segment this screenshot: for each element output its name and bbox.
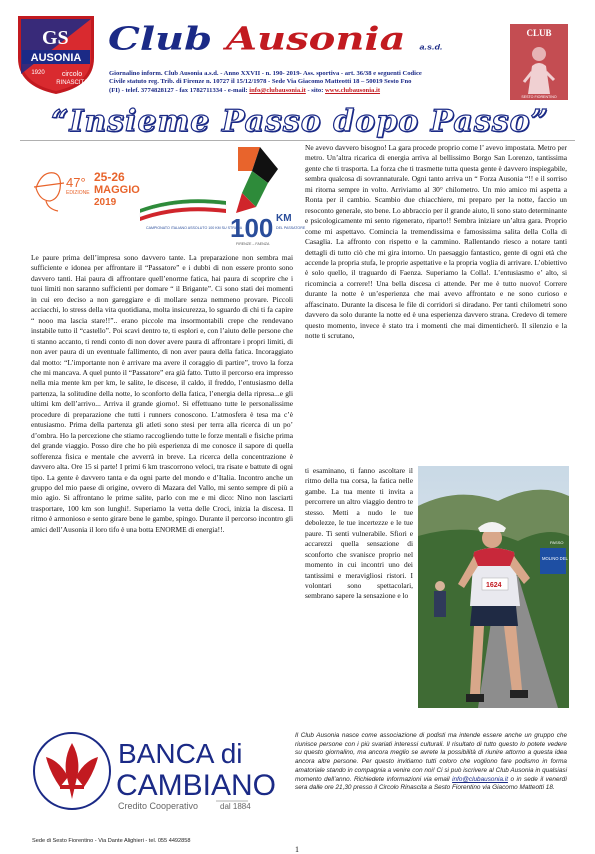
article-column-narrow: ti esaminano, ti fanno ascoltare il ritmo della tua corsa, la fatica nelle gambe. La tua mente ti invita a percorrere un altro viaggio dentro te stesso. Metti a nudo le tue debolezze, le tue incertezze e le tue paure. Ti senti vulnerabile. Sfiori e accarezzi quella sensazione di sconforto che svanisce proprio nel momento in cui incontri uno dei tantissimi e meravigliosi ristori. I volontari sono spettacolari, sembrano sapere la sensazione e lo [305,466,413,601]
photo-logo-subtitle: SESTO FIORENTINO [521,95,557,99]
masthead-line-3 [109,87,504,95]
club-photo-logo [510,24,568,100]
website-link[interactable]: www.clubausonia.it [325,86,381,94]
bank-name-bottom: CAMBIANO [116,769,277,802]
bank-name-top: BANCA di [118,738,243,769]
article-column-left: Le paure prima dell’impresa sono davvero tante. La preparazione non sembra mai sufficiente e idonea per affrontare il “Passatore” e i dubbi di non essere pronto sono davvero tanti. Hai paura di affrontare quell’enorme fatica, hai paura di scoprire che i tuoi limiti non saranno sufficienti per domare “ il Brigante”. Ci sono stati dei momenti in cui ero deciso a non gareggiare e di mollare senza nemmeno provare. Piccoli acciacchi, lo stress della vita quotidiana, molta insicurezza, lo sguardo di chi ti fa capire “ nooo ma lascia stare!!”.. erano piccole ma insormontabili crepe che rendevano instabile tutto il “castello”. Poi scavi dentro te, ti esplori e, con l’aiuto delle persone che ti stanno accanto, ti rendi conto di non dover avere paura di affrontare i propri limiti, di non aver paura di un eventuale fallimento, di non aver paura della fatica. Incoraggiato dal motto: “L’importante non è arrivare ma avere il coraggio di partire”, trovo la forza che mi mancava. A quel punto il “Passatore” era già fatto. Tutto il percorso era impresso nella mia mente km per km, le salite, le discese, il caldo, il freddo, l’entusiasmo della partenza, la solitudine della notte, lo sconforto della fatica, l’energia della ripresa...e gli ultimi km dell’arrivo... Arriva il grande giorno!. Si effettuano tutte le personalissime procedure di preparazione che tutti i runners conoscono. L’atmosfera è tesa ma c’è entusiasmo. Prima della partenza gli atleti sono stesi per terra alla ricerca di un po’ d’ombra. Ho la percezione che stiamo raccogliendo tutte le forze mentali e fisiche prima del grande viaggio. Posso dire che ho più esperienza di me conosce il sapore di quella sofferenza fisica e mentale che avverrà in breve. La ricerca della concentrazione è davvero alta. Ore 15 si parte! I primi 6 km trascorrono veloci, tra risate e battute di ogni tipo. La gente è davvero tanta e da ogni parte del mondo e d’Italia. Incontro anche un gruppo del mio paese di origine, ovvero di Mazara del Vallo, mi sento sempre di più a mio agio. Si affrontano le prime salite, parlo con me e mi dico: Nino non lasciarti trasportare, 100 km son lunghi!. Superiamo la vetta delle Croci, inizia la discesa. Il ritmo è armonioso e sento girare bene le gambe, spingo. Durante il percorso incontro gli amici dell’Ausonia il loro tifo è una botta ENORME di energia!!. [31,253,293,534]
site-label: - sito: [305,86,326,94]
logo-year-text: 1920 [31,70,45,76]
event-dates: 25-26 [94,170,125,184]
edition-word: EDIZIONE [66,190,90,196]
distance-unit: KM [276,213,292,224]
club-name-first: Club [108,20,227,58]
title-divider [20,140,575,141]
florence-lily-icon [34,733,110,809]
page-number: 1 [295,845,299,854]
masthead-line-2: Civile statuto reg. Trib. di Firenze n. 10727 il 15/12/1978 - Sede Via Giacomo Matteotti 18 – 50019 Sesto Fno [109,78,412,86]
edition-number: 47° [66,175,86,190]
logo-circolo-name: RINASCITA [56,80,88,86]
masthead-line-1: Giornalino inform. Club Ausonia a.s.d. - Anno XXVII - n. 190- 2019- Ass. sportiva - art. 36/38 e seguenti Codice [109,70,422,77]
banca-cambiano-logo [30,727,277,817]
photo-logo-title: CLUB [526,28,552,38]
pass-sign-text: PASSO [550,540,564,545]
gs-ausonia-logo [14,14,98,96]
route-name: DEL PASSATORE [276,226,306,230]
logo-circolo-label: circolo [61,71,83,78]
logo-gs-text: GS [42,27,69,49]
page-title: “Insieme Passo dopo Passo” [51,104,549,139]
road-sign-text: MOLINO DEL PIANO [542,556,582,561]
masthead-info [109,70,504,95]
contact-prefix: (FI) - telef. 3774828127 - fax 1782711334 - e-mail: [109,86,250,94]
runner-photo [418,466,582,708]
club-name [108,20,478,58]
event-banner [28,143,306,248]
distance-number: 100 [230,213,274,243]
email-link[interactable]: info@clubausonia.it [249,86,306,94]
bank-address: Sede di Sesto Fiorentino - Via Dante Alighieri - tel. 055 4492858 [32,838,191,844]
article-column-right: Ne avevo davvero bisogno! La gara procede proprio come l’ avevo impostata. Metro per metro. Un’altra ricarica di energia arriva al bellissimo Borgo San Lorenzo, tantissima gente che ti trasporta. La forza che ti trasmette tutta questa gente è davvero inspiegabile, sembra qualcosa di sovrannaturale. Ogni tanto arriva un “ Forza Ausonia “!! e il sorriso mi ritorna sempre in volto. Arriviamo al 30° chilometro. Un mio amico mi aspetta a Ronta per il cambio. Scambio due chiacchiere, mi preparo per la notte, faccio un resoconto generale, sto bene. Lo abbraccio per il grande aiuto, lì sono stato determinante e psicologicamente mi sento rigenerato, riparto!! Sembra iniziare un’altra gara. Proprio come mi aspettavo. Comincia la tremendissima e famosissima salita della Colla di Casaglia. La affronto con rispetto e la cammino. Rallentando riesco a notare tanti dettagli di tutto ciò che mi gira intorno. Un paesaggio fantastico, gente di ogni età che accende la propria stufa, le proprie aspettative e la propria voglia di arrivare. L’obiettivo è solo quello, il traguardo di Faenza. Superiamo la Colla!. L’entusiasmo e’ alto, si ricomincia a correre!! Una bella discesa ci attende. Per me è tutto nuovo! Correre durante la notte è un’esperienza che mai avevo affrontato e ne sono curioso e affascinato. Durante la discesa le file di corridori si diradano. Per tanti chilometri sono davvero da solo durante la notte ed è una esperienza davvero strana. Credevo di temere questo momento, invece è stato tra i momenti che mai dimenticherò. Il silenzio e la notte ti scrutano, [305,143,567,341]
logo-ausonia-text: AUSONIA [30,52,82,64]
road-sign [540,548,566,574]
club-info-text: Il Club Ausonia nasce come associazione di podisti ma intende essere anche un gruppo che riunisce persone con i più svariati interessi culturali. Il risultato di tutto questo lo potete vedere su questo giornalino, ma ancora meglio se avrete la possibilità di riunire attorno a questa idea ancora altre persone. Per questo invitiamo tutti coloro che vogliono fare podismo in forma amatoriale stando in compagnia a venire con noi! Ci si può iscrivere al Club Ausonia in qualsiasi momento dell’anno. Richiedete informazioni via email [295,732,567,783]
club-info-email-link[interactable]: info@clubausonia.it [452,775,508,783]
club-suffix: a.s.d. [419,43,443,52]
race-bib-number: 1624 [486,582,502,589]
championship-caption: CAMPIONATO ITALIANO ASSOLUTO 100 KM SU STRADA [146,226,243,230]
route-cities: FIRENZE – FAENZA [236,242,270,246]
event-month: MAGGIO [94,184,140,196]
club-name-second: Ausonia [226,20,406,58]
club-info-text-end: o in sede il venerdì sera dalle ore 21,30 presso il Circolo Rinascita a Sesto Fiorentino via Giacomo Matteotti 18. [295,775,568,792]
bank-subtitle: Credito Cooperativo [118,801,199,811]
club-name-banner [108,20,478,70]
bank-since: dal 1884 [220,802,251,811]
club-info-note [295,732,567,793]
event-year: 2019 [94,197,117,208]
